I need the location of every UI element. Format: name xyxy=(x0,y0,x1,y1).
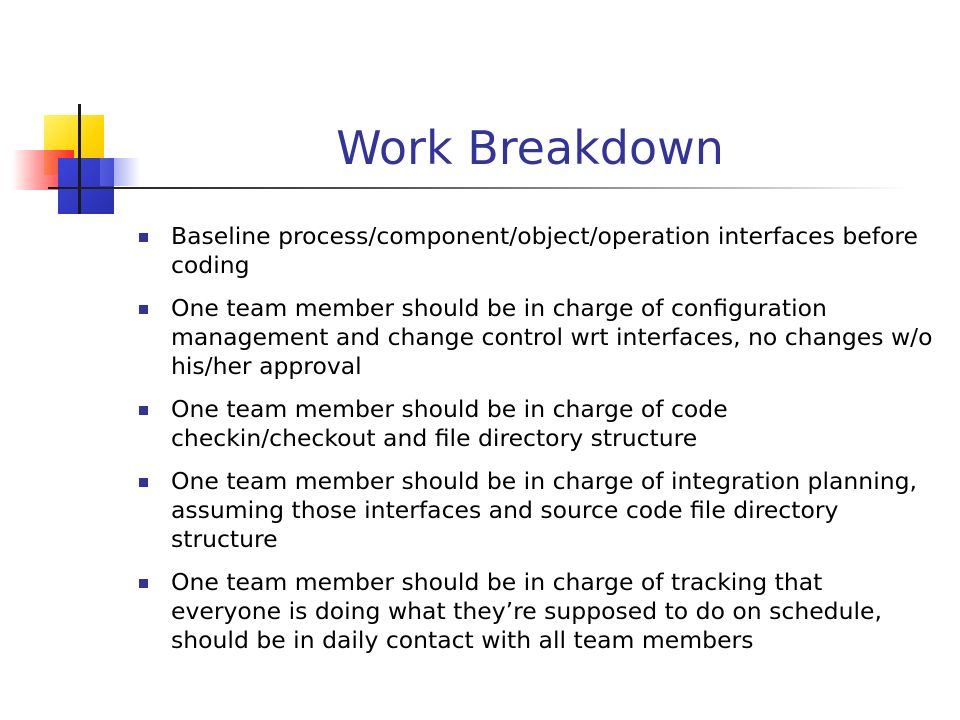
bullet-item xyxy=(136,467,936,554)
bullet-item xyxy=(136,294,936,381)
slide-title: Work Breakdown xyxy=(336,121,724,175)
bullet-item xyxy=(136,222,936,280)
bullet-text: One team member should be in charge of configuration management and change control wrt interfaces, no changes w/o his/her approval xyxy=(171,294,933,380)
blue-fade-decoration xyxy=(100,158,140,186)
vertical-rule xyxy=(78,104,81,214)
bullet-text: One team member should be in charge of tracking that everyone is doing what they’re supposed to do on schedule, should be in daily contact with all team members xyxy=(171,568,882,654)
square-bullet-icon xyxy=(139,305,148,314)
title-underline xyxy=(48,187,908,189)
bullet-item xyxy=(136,395,936,453)
square-bullet-icon xyxy=(139,579,148,588)
square-bullet-icon xyxy=(139,478,148,487)
bullet-item xyxy=(136,568,936,655)
bullet-text: Baseline process/component/object/operation interfaces before coding xyxy=(171,222,918,279)
bullet-text: One team member should be in charge of integration planning, assuming those interfaces and source code file directory structure xyxy=(171,467,917,553)
square-bullet-icon xyxy=(139,233,148,242)
square-bullet-icon xyxy=(139,406,148,415)
bullet-list xyxy=(136,222,936,669)
bullet-text: One team member should be in charge of code checkin/checkout and file directory structure xyxy=(171,395,728,452)
